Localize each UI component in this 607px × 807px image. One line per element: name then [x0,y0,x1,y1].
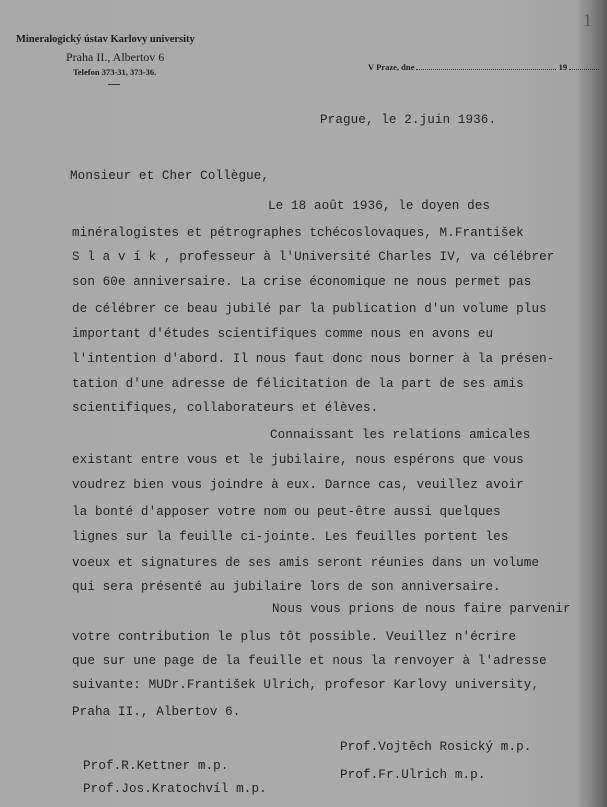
body-line: de célébrer ce beau jubilé par la publication d'un volume plus [72,302,547,316]
letterhead-institution: Mineralogický ústav Karlovy university [16,34,195,45]
body-line: existant entre vous et le jubilaire, nous espérons que vous [72,453,524,467]
body-line: S l a v í k , professeur à l'Université Charles IV, va célébrer [72,250,555,264]
body-line: suivante: MUDr.František Ulrich, profesor Karlovy university, [72,678,540,692]
place-label: V Praze, dne [368,62,415,72]
signature-kratochvil: Prof.Jos.Kratochvíl m.p. [83,782,267,796]
letterhead-divider [108,84,120,85]
letterhead-address: Praha II., Albertov 6 [66,50,165,64]
body-line: votre contribution le plus tôt possible. Veuillez n'écrire [72,630,517,644]
body-line: Nous vous prions de nous faire parvenir [272,602,571,616]
signature-rosicky: Prof.Vojtěch Rosický m.p. [340,740,532,754]
body-line: que sur une page de la feuille et nous la renvoyer à l'adresse [72,654,547,668]
place-date-field [368,61,599,72]
date-line: Prague, le 2.juin 1936. [320,113,497,127]
body-line: scientifiques, collaborateurs et élèves. [72,401,379,415]
body-line: Le 18 août 1936, le doyen des [268,199,491,213]
body-line: tation d'une adresse de félicitation de la part de ses amis [72,377,524,391]
year-blank [569,61,599,70]
date-blank [416,61,556,70]
body-line: Connaissant les relations amicales [270,428,531,442]
body-line: voudrez bien vous joindre à eux. Darnce cas, veuillez avoir [72,478,524,492]
body-line: qui sera présenté au jubilaire lors de son anniversaire. [72,580,501,594]
body-line: Praha II., Albertov 6. [72,705,241,719]
letterhead-phone: Telefon 373-31, 373-36. [73,67,157,77]
body-line: son 60e anniversaire. La crise économique ne nous permet pas [72,275,532,289]
signature-kettner: Prof.R.Kettner m.p. [83,759,229,773]
body-line: minéralogistes et pétrographes tchécoslovaques, M.František [72,226,524,240]
body-line: l'intention d'abord. Il nous faut donc nous borner à la présen- [72,352,555,366]
page-number: 1 [583,10,592,30]
body-line: lignes sur la feuille ci-jointe. Les feuilles portent les [72,530,509,544]
body-line: voeux et signatures de ses amis seront réunies dans un volume [72,556,540,570]
salutation: Monsieur et Cher Collègue, [70,169,270,183]
body-line: important d'études scientifiques comme nous en avons eu [72,327,494,341]
signature-ulrich: Prof.Fr.Ulrich m.p. [340,768,486,782]
body-line: la bonté d'apposer votre nom ou peut-être aussi quelques [72,505,501,519]
year-label: 19 [558,62,568,72]
